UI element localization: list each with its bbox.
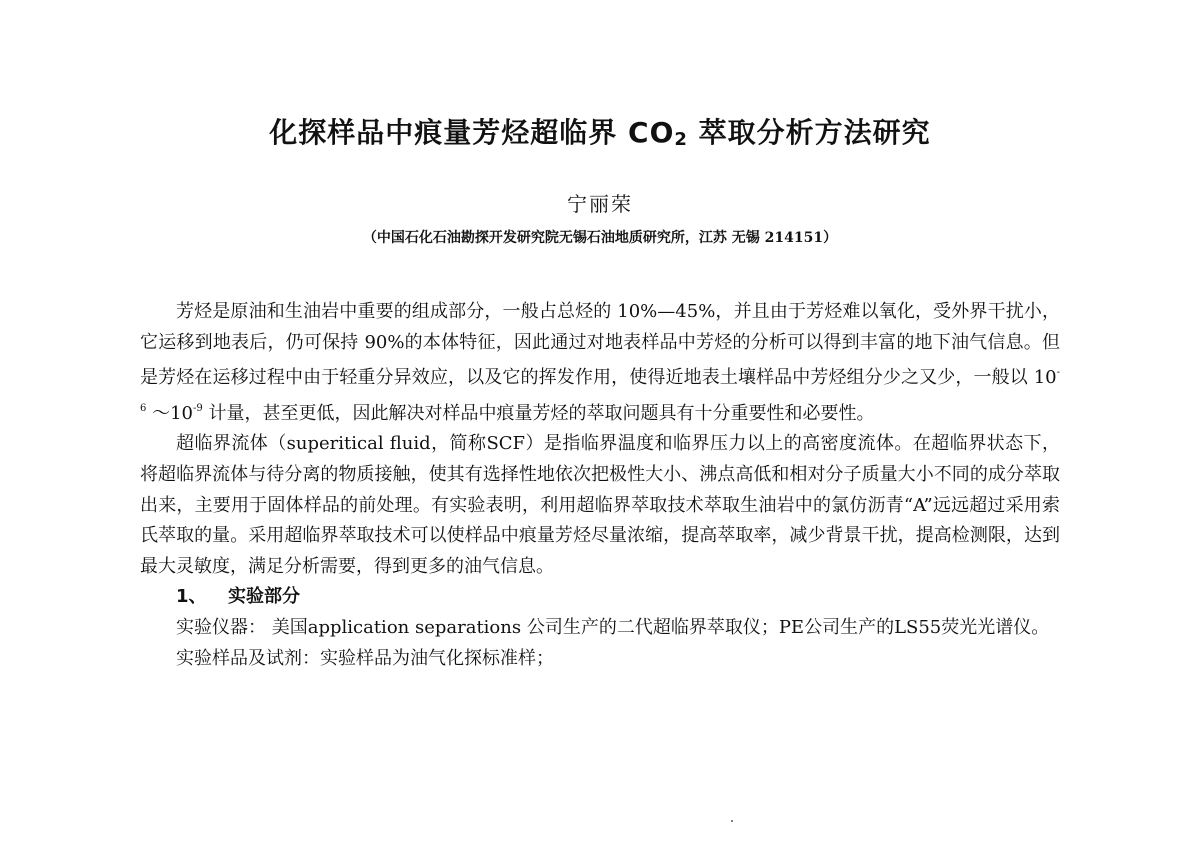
section-title: 实验部分 <box>228 586 300 608</box>
author-name: 宁丽荣 <box>567 192 633 216</box>
samples-text: 实验样品为油气化探标准样； <box>320 647 554 669</box>
title-rest: 萃取分析方法研究 <box>687 116 931 149</box>
instruments-label: 实验仪器： <box>176 616 266 638</box>
instruments-line <box>140 613 1060 644</box>
paragraph-intro-aromatics <box>140 297 1060 429</box>
paragraph-scf: 超临界流体（superitical fluid，简称SCF）是指临界温度和临界压力以上的高密度流体。在超临界状态下，将超临界流体与待分离的物质接触，使其有选择性地依次把极性大小、沸点高低和相对分子质量大小不同的成分萃取出来，主要用于固体样品的前处理。有实验表明，利用超临界萃取技术萃取生油岩中的氯仿沥青“A”远远超过采用索氏萃取的量。采用超临界萃取技术可以使样品中痕量芳烃尽量浓缩，提高萃取率，减少背景干扰，提高检测限，达到最大灵敏度，满足分析需要，得到更多的油气信息。 <box>140 433 1060 577</box>
intro-text-b: ～10 <box>146 402 194 424</box>
exponent-2: -9 <box>193 402 203 414</box>
instruments-text: 美国application separations 公司生产的二代超临界萃取仪；PE公司生产的LS55荧光光谱仪。 <box>266 616 1050 638</box>
samples-label: 实验样品及试剂： <box>176 647 320 669</box>
scan-speck <box>731 820 733 822</box>
samples-line <box>140 644 1060 675</box>
title-main: 化探样品中痕量芳烃超临界 CO <box>269 116 675 149</box>
title-subscript: 2 <box>674 129 688 150</box>
section-heading-experiment <box>140 582 1060 613</box>
intro-text-a: 芳烃是原油和生油岩中重要的组成部分，一般占总烃的 10%—45%，并且由于芳烃难以氧化，受外界干扰小，它运移到地表后，仍可保持 90%的本体特征，因此通过对地表样品中芳烃的分析可以得到丰富的地下油气信息。但是芳烃在运移过程中由于轻重分异效应，以及它的挥发作用，使得近地表土壤样品中芳烃组分少之又少，一般以 10 <box>140 301 1060 389</box>
paper-title <box>0 113 1200 160</box>
exponent-1: -6 <box>140 367 1060 414</box>
author-affiliation: （中国石化石油勘探开发研究院无锡石油地质研究所，江苏 无锡 214151） <box>362 230 838 246</box>
intro-text-c: 计量，甚至更低，因此解决对样品中痕量芳烃的萃取问题具有十分重要性和必要性。 <box>202 402 875 424</box>
body-text <box>140 297 1060 674</box>
section-number: 1、 <box>176 586 207 608</box>
